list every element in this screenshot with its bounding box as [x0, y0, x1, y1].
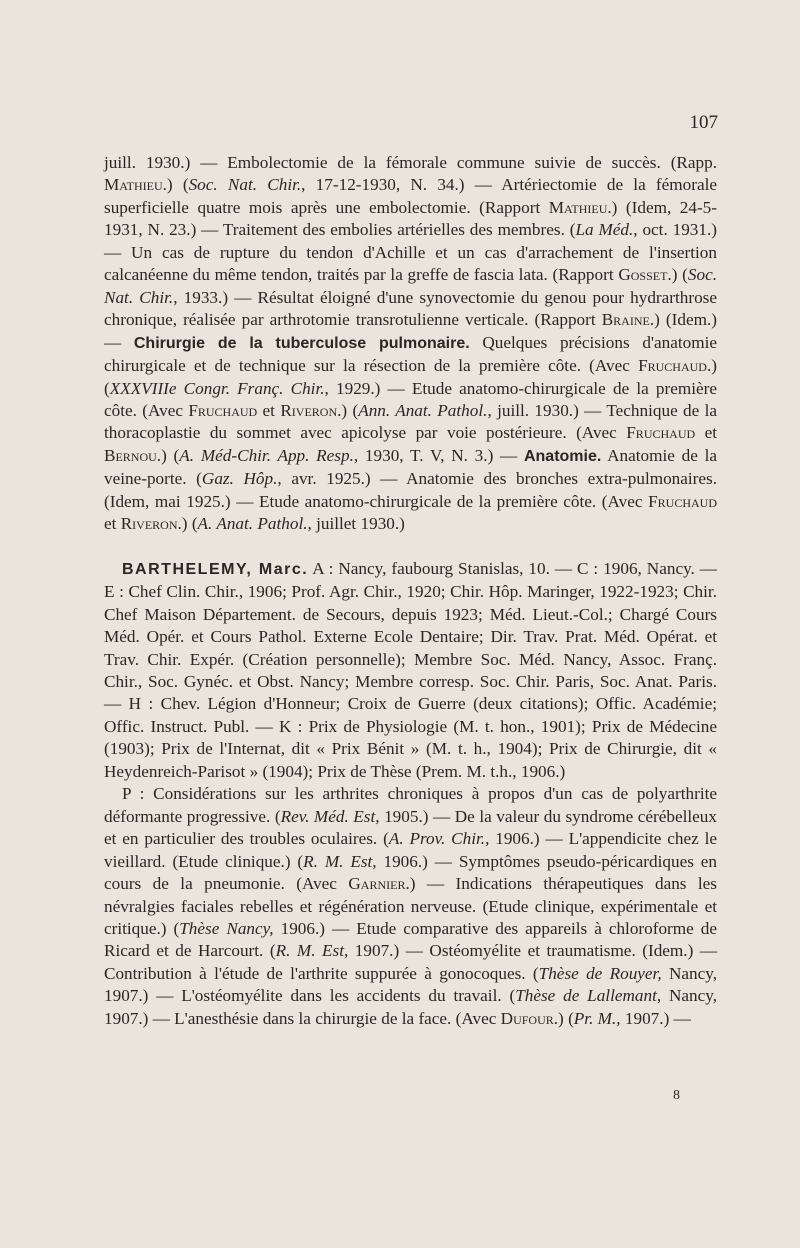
signature-mark: 8 — [673, 1088, 680, 1103]
section-heading: Anatomie. — [523, 447, 602, 465]
body-text — [104, 152, 717, 1030]
section-heading: Chirurgie de la tuberculose pulmonaire. — [133, 334, 470, 352]
paragraph-continuation: juill. 1930.) — Embolectomie de la fémorale commune suivie de succès. (Rapp. Mathieu.) (Soc. Nat. Chir., 17-12-1930, N. 34.) — Artériectomie de la fémorale superficielle quatre mois après une embolectomie. (Rapport Mathieu.) (Idem, 24-5-1931, N. 23.) — Traitement des embolies artérielles des membres. (La Méd., oct. 1931.) — Un cas de rupture du tendon d'Achille et un cas d'arrachement de l'insertion calcanéenne du même tendon, traités par la greffe de fascia lata. (Rapport Gosset.) (Soc. Nat. Chir., 1933.) — Résultat éloigné d'une synovectomie du genou pour hydrarthrose chronique, réalisée par arthrotomie transrotulienne verticale. (Rapport Braine.) (Idem.) — Chirurgie de la tuberculose pulmonaire. Quelques précisions d'anatomie chirurgicale et de technique sur la résection de la première côte. (Avec Fruchaud.) (XXXVIIIe Congr. Franç. Chir., 1929.) — Etude anatomo-chirurgicale de la première côte. (Avec Fruchaud et Riveron.) (Ann. Anat. Pathol., juill. 1930.) — Technique de la thoracoplastie du sommet avec apicolyse par voie postérieure. (Avec Fruchaud et Bernou.) (A. Méd-Chir. App. Resp., 1930, T. V, N. 3.) — Anatomie. Anatomie de la veine-porte. (Gaz. Hôp., avr. 1925.) — Anatomie des bronches extra-pulmonaires. (Idem, mai 1925.) — Etude anatomo-chirurgicale de la première côte. (Avec Fruchaud et Riveron.) (A. Anat. Pathol., juillet 1930.) — [104, 153, 718, 534]
biographical-entry: BARTHELEMY, Marc. A : Nancy, faubourg Stanislas, 10. — C : 1906, Nancy. — E : Chef Clin. Chir., 1906; Prof. Agr. Chir., 1920; Chir. Hôp. Maringer, 1922-1923; Chir. Chef Maison Département. de Secours, depuis 1923; Méd. Lieut.-Col.; Chargé Cours Méd. Opér. et Cours Pathol. Externe Ecole Dentaire; Dir. Trav. Prat. Méd. Opérat. et Trav. Chir. Expér. (Création personnelle); Membre Soc. Méd. Nancy, Assoc. Franç. Chir., Soc. Gynéc. et Obst. Nancy; Membre corresp. Soc. Chir. Paris, Soc. Anat. Paris. — H : Chev. Légion d'Honneur; Croix de Guerre (deux citations); Offic. Académie; Offic. Instruct. Publ. — K : Prix de Physiologie (M. t. hon., 1901); Prix de Médecine (1903); Prix de l'Internat, dit « Prix Bénit » (M. t. h., 1904); Prix de Chirurgie, dit « Heydenreich-Parisot » (1904); Prix de Thèse (Prem. M. t.h., 1906.) — [104, 558, 717, 781]
page-number: 107 — [689, 112, 718, 133]
publications-paragraph: P : Considérations sur les arthrites chroniques à propos d'un cas de polyarthrite déformante progressive. (Rev. Méd. Est, 1905.) — De la valeur du syndrome cérébelleux et en particulier des troubles oculaires. (A. Prov. Chir., 1906.) — L'appendicite chez le vieillard. (Etude clinique.) (R. M. Est, 1906.) — Symptômes pseudo-péricardiques en cours de la pneumonie. (Avec Garnier.) — Indications thérapeutiques dans les névralgies faciales rebelles et régénération nerveuse. (Etude clinique, expérimentale et critique.) (Thèse Nancy, 1906.) — Etude comparative des appareils à chloroforme de Ricard et de Harcourt. (R. M. Est, 1907.) — Ostéomyélite et traumatisme. (Idem.) — Contribution à l'étude de l'arthrite suppurée à gonocoques. (Thèse de Rouyer, Nancy, 1907.) — L'ostéomyélite dans les accidents du travail. (Thèse de Lallemant, Nancy, 1907.) — L'anesthésie dans la chirurgie de la face. (Avec Dufour.) (Pr. M., 1907.) — — [104, 784, 718, 1028]
entry-name: BARTHELEMY, Marc. — [122, 560, 309, 578]
